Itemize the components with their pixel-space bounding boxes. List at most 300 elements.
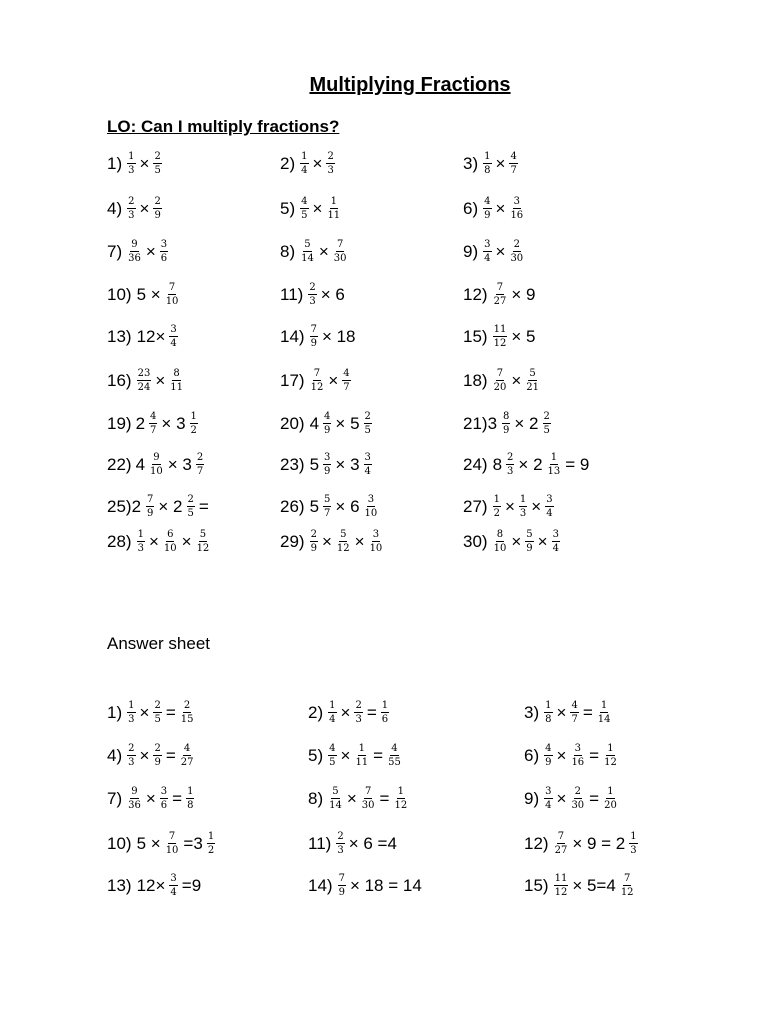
denominator: 15 bbox=[180, 714, 194, 725]
problem-number: 2) bbox=[280, 153, 296, 173]
operator-text: = bbox=[582, 702, 593, 722]
problem-item bbox=[463, 282, 537, 307]
fraction bbox=[207, 831, 215, 856]
numerator: 3 bbox=[160, 786, 168, 797]
problem-number: 13) bbox=[107, 326, 132, 346]
fraction bbox=[196, 452, 204, 477]
numerator: 5 bbox=[199, 529, 207, 540]
denominator: 4 bbox=[170, 887, 177, 898]
fraction bbox=[323, 452, 331, 477]
denominator: 12 bbox=[493, 338, 507, 349]
denominator: 12 bbox=[554, 887, 568, 898]
denominator: 3 bbox=[128, 714, 135, 725]
operator-text: 5 × bbox=[136, 284, 161, 304]
denominator: 27 bbox=[180, 757, 194, 768]
problem-number: 4) bbox=[107, 745, 123, 765]
denominator: 7 bbox=[510, 165, 517, 176]
denominator: 3 bbox=[507, 466, 514, 477]
fraction bbox=[506, 452, 514, 477]
answer-item bbox=[308, 743, 404, 768]
numerator: 1 bbox=[330, 196, 337, 207]
operator-text: × 3 bbox=[161, 413, 186, 433]
numerator: 7 bbox=[168, 282, 176, 293]
numerator: 8 bbox=[503, 411, 510, 422]
numerator: 1 bbox=[207, 831, 215, 842]
fraction bbox=[364, 494, 379, 519]
answer-item bbox=[107, 786, 196, 811]
numerator: 7 bbox=[364, 786, 372, 797]
problem-item bbox=[280, 411, 374, 436]
denominator: 5 bbox=[187, 508, 194, 519]
denominator: 14 bbox=[329, 800, 342, 811]
denominator: 27 bbox=[554, 845, 568, 856]
fraction bbox=[308, 282, 316, 307]
operator-text: × bbox=[312, 153, 323, 173]
fraction bbox=[354, 743, 369, 768]
problem-item bbox=[463, 494, 556, 519]
numerator: 2 bbox=[196, 452, 204, 463]
problem-number: 11) bbox=[280, 284, 304, 304]
learning-objective: LO: Can I multiply fractions? bbox=[107, 117, 340, 136]
denominator: 30 bbox=[510, 253, 524, 264]
fraction bbox=[127, 700, 135, 725]
operator-text: × bbox=[556, 788, 567, 808]
operator-text: × 6 bbox=[335, 496, 360, 516]
problem-number: 17) bbox=[280, 370, 305, 390]
fraction bbox=[310, 368, 325, 393]
fraction bbox=[603, 743, 618, 768]
numerator: 5 bbox=[304, 239, 311, 250]
numerator: 3 bbox=[546, 494, 553, 505]
fraction bbox=[127, 786, 142, 811]
fraction bbox=[545, 494, 553, 519]
problem-number: 1) bbox=[107, 153, 123, 173]
denominator: 10 bbox=[165, 296, 179, 307]
problem-number: 29) bbox=[280, 531, 305, 551]
denominator: 9 bbox=[310, 338, 317, 349]
fraction bbox=[169, 873, 177, 898]
fraction bbox=[169, 368, 184, 393]
operator-text: = 9 bbox=[565, 454, 590, 474]
fraction bbox=[570, 786, 585, 811]
denominator: 9 bbox=[324, 425, 331, 436]
answer-item bbox=[308, 700, 391, 725]
numerator: 8 bbox=[173, 368, 180, 379]
problem-number: 11) bbox=[308, 833, 332, 853]
operator-text: × bbox=[139, 702, 150, 722]
operator-text: 12× bbox=[136, 326, 166, 346]
denominator: 5 bbox=[329, 757, 336, 768]
problem-number: 18) bbox=[463, 370, 488, 390]
numerator: 3 bbox=[170, 873, 177, 884]
problem-number: 9) bbox=[463, 241, 479, 261]
fraction bbox=[328, 700, 336, 725]
fraction bbox=[127, 196, 135, 221]
fraction bbox=[127, 743, 135, 768]
answer-item bbox=[107, 743, 196, 768]
fraction bbox=[620, 873, 635, 898]
denominator: 3 bbox=[309, 296, 316, 307]
numerator: 1 bbox=[187, 786, 194, 797]
problem-number: 9) bbox=[524, 788, 540, 808]
numerator: 3 bbox=[574, 743, 581, 754]
fraction bbox=[483, 239, 491, 264]
operator-text: × bbox=[495, 198, 506, 218]
numerator: 1 bbox=[493, 494, 500, 505]
operator-text: = bbox=[589, 745, 600, 765]
numerator: 1 bbox=[329, 700, 336, 711]
operator-text: = bbox=[198, 496, 209, 516]
operator-text: 12× bbox=[136, 875, 166, 895]
fraction bbox=[509, 239, 524, 264]
denominator: 9 bbox=[503, 425, 510, 436]
operator-text: × bbox=[139, 745, 150, 765]
fraction bbox=[127, 151, 135, 176]
problem-item bbox=[280, 494, 380, 519]
fraction bbox=[364, 411, 372, 436]
numerator: 2 bbox=[507, 452, 514, 463]
problem-item bbox=[280, 282, 347, 307]
numerator: 7 bbox=[336, 239, 344, 250]
numerator: 1 bbox=[545, 700, 552, 711]
page-title: Multiplying Fractions bbox=[309, 74, 511, 96]
numerator: 3 bbox=[160, 239, 168, 250]
problem-number: 7) bbox=[107, 788, 123, 808]
fraction bbox=[180, 743, 195, 768]
problem-item bbox=[280, 452, 374, 477]
problem-number: 6) bbox=[524, 745, 540, 765]
problem-number: 12) bbox=[463, 284, 488, 304]
fraction bbox=[187, 494, 195, 519]
fraction bbox=[483, 151, 491, 176]
numerator: 2 bbox=[355, 700, 362, 711]
denominator: 10 bbox=[165, 845, 179, 856]
numerator: 1 bbox=[358, 743, 365, 754]
fraction bbox=[165, 831, 180, 856]
fraction bbox=[300, 151, 308, 176]
fraction bbox=[493, 282, 508, 307]
fraction bbox=[160, 239, 168, 264]
denominator: 7 bbox=[571, 714, 578, 725]
problem-item bbox=[107, 324, 180, 349]
fraction bbox=[186, 786, 194, 811]
fraction bbox=[300, 239, 315, 264]
operator-text: × bbox=[340, 702, 351, 722]
fraction bbox=[493, 494, 501, 519]
problem-item bbox=[107, 452, 206, 477]
numerator: 2 bbox=[128, 196, 135, 207]
fraction bbox=[387, 743, 402, 768]
operator-text: × bbox=[556, 745, 567, 765]
problem-item bbox=[280, 151, 337, 176]
numerator: 4 bbox=[183, 743, 191, 754]
operator-text: × 18 bbox=[321, 326, 356, 346]
answer-item bbox=[308, 786, 410, 811]
numerator: 11 bbox=[554, 873, 568, 884]
problem-number: 24) bbox=[463, 454, 488, 474]
numerator: 7 bbox=[557, 831, 565, 842]
problem-number: 15) bbox=[524, 875, 549, 895]
denominator: 9 bbox=[154, 210, 161, 221]
problem-item bbox=[463, 196, 526, 221]
denominator: 7 bbox=[196, 466, 204, 477]
problem-item bbox=[463, 324, 537, 349]
numerator: 4 bbox=[343, 368, 350, 379]
denominator: 3 bbox=[128, 757, 135, 768]
fraction bbox=[544, 786, 552, 811]
operator-text: × bbox=[346, 788, 357, 808]
problem-number: 30) bbox=[463, 531, 488, 551]
numerator: 3 bbox=[372, 529, 380, 540]
denominator: 3 bbox=[337, 845, 344, 856]
denominator: 6 bbox=[160, 800, 168, 811]
operator-text: × bbox=[556, 702, 567, 722]
numerator: 4 bbox=[571, 700, 578, 711]
problem-item bbox=[280, 529, 385, 554]
fraction bbox=[570, 743, 585, 768]
problem-item bbox=[463, 151, 520, 176]
problem-number: 4) bbox=[107, 198, 123, 218]
operator-text: × 5 bbox=[511, 326, 536, 346]
fraction bbox=[328, 786, 343, 811]
numerator: 2 bbox=[183, 700, 191, 711]
denominator: 3 bbox=[519, 508, 527, 519]
numerator: 4 bbox=[484, 196, 491, 207]
denominator: 36 bbox=[128, 800, 141, 811]
numerator: 5 bbox=[340, 529, 347, 540]
problem-number: 15) bbox=[463, 326, 488, 346]
fraction bbox=[369, 529, 384, 554]
denominator: 14 bbox=[597, 714, 611, 725]
numerator: 7 bbox=[310, 324, 317, 335]
operator-text: × bbox=[328, 370, 339, 390]
numerator: 9 bbox=[153, 452, 160, 463]
operator-text: × bbox=[148, 531, 159, 551]
numerator: 4 bbox=[510, 151, 517, 162]
operator-text: × 6 bbox=[320, 284, 345, 304]
fraction bbox=[169, 324, 177, 349]
operator-text: 5 bbox=[309, 454, 320, 474]
operator-text: =3 bbox=[183, 833, 203, 853]
answer-item bbox=[524, 700, 613, 725]
numerator: 23 bbox=[137, 368, 151, 379]
fraction bbox=[597, 700, 612, 725]
problem-number: 14) bbox=[280, 326, 305, 346]
problem-item bbox=[107, 282, 181, 307]
fraction bbox=[361, 786, 376, 811]
denominator: 3 bbox=[355, 714, 362, 725]
fraction bbox=[310, 529, 318, 554]
whole-number: 2 bbox=[135, 413, 146, 433]
problem-number: 2) bbox=[308, 702, 324, 722]
fraction bbox=[153, 151, 161, 176]
fraction bbox=[544, 743, 552, 768]
numerator: 2 bbox=[327, 151, 334, 162]
denominator: 55 bbox=[388, 757, 401, 768]
operator-text: × bbox=[321, 531, 332, 551]
denominator: 3 bbox=[630, 845, 637, 856]
problem-number: 5) bbox=[280, 198, 296, 218]
numerator: 6 bbox=[167, 529, 174, 540]
numerator: 1 bbox=[301, 151, 308, 162]
denominator: 13 bbox=[547, 466, 561, 477]
fraction bbox=[554, 831, 569, 856]
denominator: 7 bbox=[343, 382, 350, 393]
fraction bbox=[483, 196, 491, 221]
denominator: 12 bbox=[604, 757, 617, 768]
operator-text: × bbox=[145, 788, 156, 808]
problem-number: 23) bbox=[280, 454, 305, 474]
denominator: 12 bbox=[620, 887, 634, 898]
numerator: 3 bbox=[170, 324, 177, 335]
operator-text: × 3 bbox=[167, 454, 192, 474]
numerator: 7 bbox=[338, 873, 345, 884]
numerator: 2 bbox=[154, 196, 161, 207]
denominator: 3 bbox=[128, 165, 135, 176]
operator-text: × bbox=[537, 531, 548, 551]
fraction bbox=[525, 368, 540, 393]
numerator: 4 bbox=[329, 743, 336, 754]
numerator: 2 bbox=[364, 411, 371, 422]
numerator: 11 bbox=[493, 324, 507, 335]
numerator: 1 bbox=[600, 700, 608, 711]
fraction bbox=[190, 411, 198, 436]
fraction bbox=[336, 529, 351, 554]
fraction bbox=[493, 324, 508, 349]
numerator: 7 bbox=[496, 282, 504, 293]
problem-item bbox=[280, 239, 350, 264]
numerator: 1 bbox=[128, 700, 135, 711]
fraction bbox=[554, 873, 569, 898]
numerator: 2 bbox=[128, 743, 135, 754]
denominator: 4 bbox=[546, 508, 553, 519]
denominator: 21 bbox=[526, 382, 539, 393]
operator-text: × 3 bbox=[335, 454, 360, 474]
numerator: 2 bbox=[543, 411, 550, 422]
numerator: 3 bbox=[484, 239, 491, 250]
operator-text: × bbox=[139, 153, 150, 173]
fraction bbox=[137, 368, 152, 393]
numerator: 1 bbox=[550, 452, 558, 463]
fraction bbox=[153, 700, 161, 725]
denominator: 9 bbox=[526, 543, 533, 554]
operator-text: × 6 =4 bbox=[348, 833, 397, 853]
numerator: 3 bbox=[513, 196, 520, 207]
numerator: 3 bbox=[364, 452, 371, 463]
denominator: 4 bbox=[364, 466, 371, 477]
denominator: 8 bbox=[484, 165, 491, 176]
denominator: 9 bbox=[338, 887, 345, 898]
problem-number: 14) bbox=[308, 875, 333, 895]
numerator: 2 bbox=[337, 831, 344, 842]
problem-number: 5) bbox=[308, 745, 324, 765]
denominator: 9 bbox=[324, 466, 331, 477]
denominator: 2 bbox=[207, 845, 215, 856]
operator-text: × 9 = 2 bbox=[572, 833, 626, 853]
denominator: 4 bbox=[545, 800, 552, 811]
fraction bbox=[509, 196, 524, 221]
denominator: 3 bbox=[137, 543, 144, 554]
fraction bbox=[153, 743, 161, 768]
numerator: 9 bbox=[131, 786, 138, 797]
problem-number: 3) bbox=[524, 702, 540, 722]
operator-text: × 5 bbox=[335, 413, 360, 433]
numerator: 4 bbox=[545, 743, 552, 754]
operator-text: 5 × bbox=[136, 833, 161, 853]
denominator: 2 bbox=[493, 508, 500, 519]
denominator: 11 bbox=[327, 210, 341, 221]
operator-text: = bbox=[589, 788, 600, 808]
operator-text: × bbox=[511, 370, 522, 390]
denominator: 9 bbox=[484, 210, 491, 221]
problem-number: 16) bbox=[107, 370, 132, 390]
problem-number: 10) bbox=[107, 833, 132, 853]
numerator: 1 bbox=[190, 411, 197, 422]
fraction bbox=[342, 368, 350, 393]
fraction bbox=[629, 831, 637, 856]
numerator: 4 bbox=[391, 743, 398, 754]
problem-item bbox=[107, 196, 164, 221]
operator-text: = bbox=[366, 702, 377, 722]
denominator: 4 bbox=[552, 543, 559, 554]
operator-text: × bbox=[318, 241, 329, 261]
denominator: 5 bbox=[154, 165, 161, 176]
denominator: 36 bbox=[128, 253, 141, 264]
numerator: 1 bbox=[519, 494, 527, 505]
operator-text: × 18 = 14 bbox=[349, 875, 422, 895]
fraction bbox=[552, 529, 560, 554]
denominator: 5 bbox=[301, 210, 308, 221]
operator-text: × bbox=[504, 496, 515, 516]
problem-number: 7) bbox=[107, 241, 123, 261]
fraction bbox=[493, 368, 508, 393]
fraction bbox=[603, 786, 618, 811]
numerator: 1 bbox=[630, 831, 637, 842]
denominator: 16 bbox=[571, 757, 585, 768]
denominator: 9 bbox=[147, 508, 154, 519]
fraction bbox=[328, 743, 336, 768]
denominator: 10 bbox=[369, 543, 383, 554]
fraction bbox=[160, 786, 168, 811]
problem-number: 8) bbox=[308, 788, 324, 808]
numerator: 1 bbox=[381, 700, 389, 711]
answer-item bbox=[308, 873, 424, 898]
operator-text: × bbox=[155, 370, 166, 390]
numerator: 8 bbox=[496, 529, 504, 540]
denominator: 9 bbox=[545, 757, 552, 768]
fraction bbox=[354, 700, 362, 725]
problem-number: 27) bbox=[463, 496, 488, 516]
fraction bbox=[149, 411, 157, 436]
denominator: 2 bbox=[190, 425, 197, 436]
problem-number: 10) bbox=[107, 284, 132, 304]
operator-text: × bbox=[181, 531, 192, 551]
answer-sheet-heading: Answer sheet bbox=[107, 634, 210, 653]
operator-text: × 2 bbox=[158, 496, 183, 516]
fraction bbox=[570, 700, 578, 725]
denominator: 8 bbox=[187, 800, 194, 811]
denominator: 7 bbox=[324, 508, 331, 519]
fraction bbox=[519, 494, 527, 519]
denominator: 9 bbox=[154, 757, 161, 768]
fraction bbox=[310, 324, 318, 349]
numerator: 2 bbox=[154, 151, 161, 162]
problem-item bbox=[463, 239, 526, 264]
denominator: 30 bbox=[361, 800, 375, 811]
numerator: 2 bbox=[154, 700, 161, 711]
denominator: 16 bbox=[510, 210, 524, 221]
operator-text: =9 bbox=[181, 875, 202, 895]
